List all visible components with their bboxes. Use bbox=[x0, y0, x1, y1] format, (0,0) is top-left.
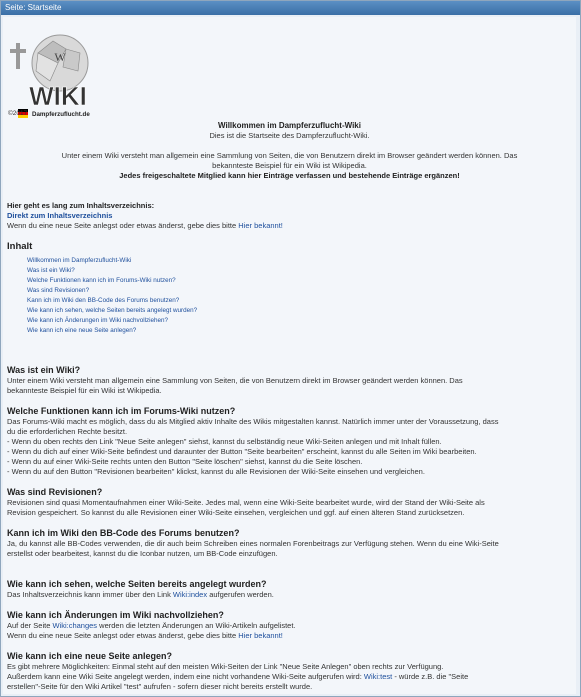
window-title: Seite: Startseite bbox=[1, 1, 580, 15]
welcome-subtitle: Dies ist die Startseite des Dampferzuflucht-Wiki. bbox=[209, 131, 370, 140]
section-text: du die erforderlichen Rechte besitzt. bbox=[7, 427, 128, 436]
section-text: Es gibt mehrere Möglichkeiten: Einmal steht auf den meisten Wiki-Seiten der Link "Neue Seite Anlegen" oben rechts zur Verfügung. bbox=[7, 662, 444, 671]
toc-list bbox=[27, 256, 197, 336]
toc-direct-link[interactable]: Direkt zum Inhaltsverzeichnis bbox=[7, 211, 113, 220]
text: - würde z.B. die "Seite bbox=[394, 672, 469, 681]
wiki-test-link[interactable]: Wiki:test bbox=[363, 672, 393, 681]
section-text: erstellst oder bearbeitest, kannst du die Iconbar nutzen, um BB-Code einzufügen. bbox=[7, 549, 278, 558]
announce-link[interactable]: Hier bekannt! bbox=[238, 221, 283, 230]
section-heading-new-page: Wie kann ich eine neue Seite anlegen? bbox=[7, 651, 172, 661]
copyright: ©2017 bbox=[8, 110, 28, 117]
wiki-index-link[interactable]: Wiki:index bbox=[172, 590, 208, 599]
welcome-title: Willkommen im Dampferzuflucht-Wiki bbox=[218, 121, 361, 130]
section-text: - Wenn du oben rechts den Link "Neue Seite anlegen" siehst, kannst du selbständig neue Wiki-Seiten anlegen und mit Inhalt füllen. bbox=[7, 437, 442, 446]
toc-item[interactable]: Wie kann ich eine neue Seite anlegen? bbox=[27, 327, 137, 334]
section-text bbox=[7, 590, 572, 600]
section-text bbox=[7, 631, 572, 641]
section-text: - Wenn du auf den Button "Revisionen bearbeiten" klickst, kannst du alle Revisionen der Wiki-Seite einsehen und vergleichen. bbox=[7, 467, 425, 476]
logo-subtitle: Dampferzuflucht.de bbox=[32, 111, 90, 118]
section-text bbox=[7, 621, 572, 631]
text: Außerdem kann eine Wiki Seite angelegt werden, indem eine nicht vorhandene Wiki-Seite aufgerufen wird: bbox=[7, 672, 362, 681]
toc-item[interactable]: Willkommen im Dampferzuflucht-Wiki bbox=[27, 257, 132, 264]
toc-item[interactable]: Was sind Revisionen? bbox=[27, 287, 90, 294]
text: werden die letzten Änderungen an Wiki-Artikeln aufgelistet. bbox=[99, 621, 296, 630]
section-text: - Wenn du dich auf einer Wiki-Seite befindest und daraunter der Button "Seite bearbeiten" erscheint, kannst du alle Seiten im Wiki bearbeiten. bbox=[7, 447, 477, 456]
logo-text: WIKI bbox=[29, 81, 87, 111]
section-text: Unter einem Wiki versteht man allgemein eine Sammlung von Seiten, die von Benutzern direkt im Browser geändert werden können. Das bbox=[7, 376, 463, 385]
section-text: erstellen"-Seite für den Wiki Artikel "test" aufrufen - sofern dieser nicht bereits erstellt wurde. bbox=[7, 682, 313, 691]
toc-item[interactable]: Kann ich im Wiki den BB-Code des Forums benutzen? bbox=[27, 297, 180, 304]
text: Auf der Seite bbox=[7, 621, 51, 630]
section-text: Revision gespeichert. So kannst du alle Revisionen einer Wiki-Seite einsehen, vergleichen und ggf. auf einen älteren Stand zurücksetzen. bbox=[7, 508, 465, 517]
section-heading-functions: Welche Funktionen kann ich im Forums-Wiki nutzen? bbox=[7, 406, 236, 416]
section-heading-see-pages: Wie kann ich sehen, welche Seiten bereits angelegt wurden? bbox=[7, 579, 267, 589]
announce-link[interactable]: Hier bekannt! bbox=[238, 631, 283, 640]
svg-text:W: W bbox=[54, 50, 66, 64]
text: Das Inhaltsverzeichnis kann immer über den Link bbox=[7, 590, 171, 599]
wiki-logo bbox=[8, 23, 108, 123]
welcome-intro-1: Unter einem Wiki versteht man allgemein eine Sammlung von Seiten, die von Benutzern direkt im Browser geändert werden können. Das bbox=[61, 151, 518, 160]
section-heading-changes: Wie kann ich Änderungen im Wiki nachvollziehen? bbox=[7, 610, 224, 620]
section-text: bekannteste Beispiel für ein Wiki ist Wikipedia. bbox=[7, 386, 162, 395]
new-page-text: Wenn du eine neue Seite anlegst oder etwas änderst, gebe dies bitte bbox=[7, 221, 237, 230]
toc-item[interactable]: Was ist ein Wiki? bbox=[27, 267, 75, 274]
section-text bbox=[7, 672, 572, 682]
section-text: - Wenn du auf einer Wiki-Seite rechts unten den Button "Seite löschen" siehst, kannst du die Seite löschen. bbox=[7, 457, 363, 466]
page-content bbox=[3, 17, 576, 694]
toc-item[interactable]: Wie kann ich sehen, welche Seiten bereits angelegt wurden? bbox=[27, 307, 198, 314]
wiki-changes-link[interactable]: Wiki:changes bbox=[52, 621, 98, 630]
text: aufgerufen werden. bbox=[209, 590, 274, 599]
section-text: Ja, du kannst alle BB-Codes verwenden, die dir auch beim Schreiben eines normalen Forenbeitrags zur Verfügung stehen. Wenn du eine Wiki-Seite bbox=[7, 539, 499, 548]
section-text: Revisionen sind quasi Momentaufnahmen einer Wiki-Seite. Jedes mal, wenn eine Wiki-Seite bearbeitet wurde, wird der Stand der Wiki-Seite als bbox=[7, 498, 485, 507]
toc-item[interactable]: Wie kann ich Änderungen im Wiki nachvollziehen? bbox=[27, 317, 169, 324]
text: Wenn du eine neue Seite anlegst oder etwas änderst, gebe dies bitte bbox=[7, 631, 237, 640]
section-heading-bbcode: Kann ich im Wiki den BB-Code des Forums benutzen? bbox=[7, 528, 240, 538]
welcome-intro-bold: Jedes freigeschaltete Mitglied kann hier Einträge verfassen und bestehende Einträge ergänzen! bbox=[119, 171, 460, 180]
toc-direct-link-row bbox=[7, 211, 572, 221]
section-text: Das Forums-Wiki macht es möglich, dass du als Mitglied aktiv Inhalte des Wikis mitgestalten kannst. Natürlich immer unter der Voraussetzung, dass bbox=[7, 417, 499, 426]
toc-heading: Inhalt bbox=[7, 241, 33, 252]
section-heading-what-wiki: Was ist ein Wiki? bbox=[7, 365, 81, 375]
welcome-intro-2: bekannteste Beispiel für ein Wiki ist Wikipedia. bbox=[212, 161, 367, 170]
toc-intro-new-page bbox=[7, 221, 572, 231]
section-heading-revisions: Was sind Revisionen? bbox=[7, 487, 103, 497]
toc-item[interactable]: Welche Funktionen kann ich im Forums-Wiki nutzen? bbox=[27, 277, 176, 284]
toc-intro-heading: Hier geht es lang zum Inhaltsverzeichnis: bbox=[7, 201, 155, 210]
